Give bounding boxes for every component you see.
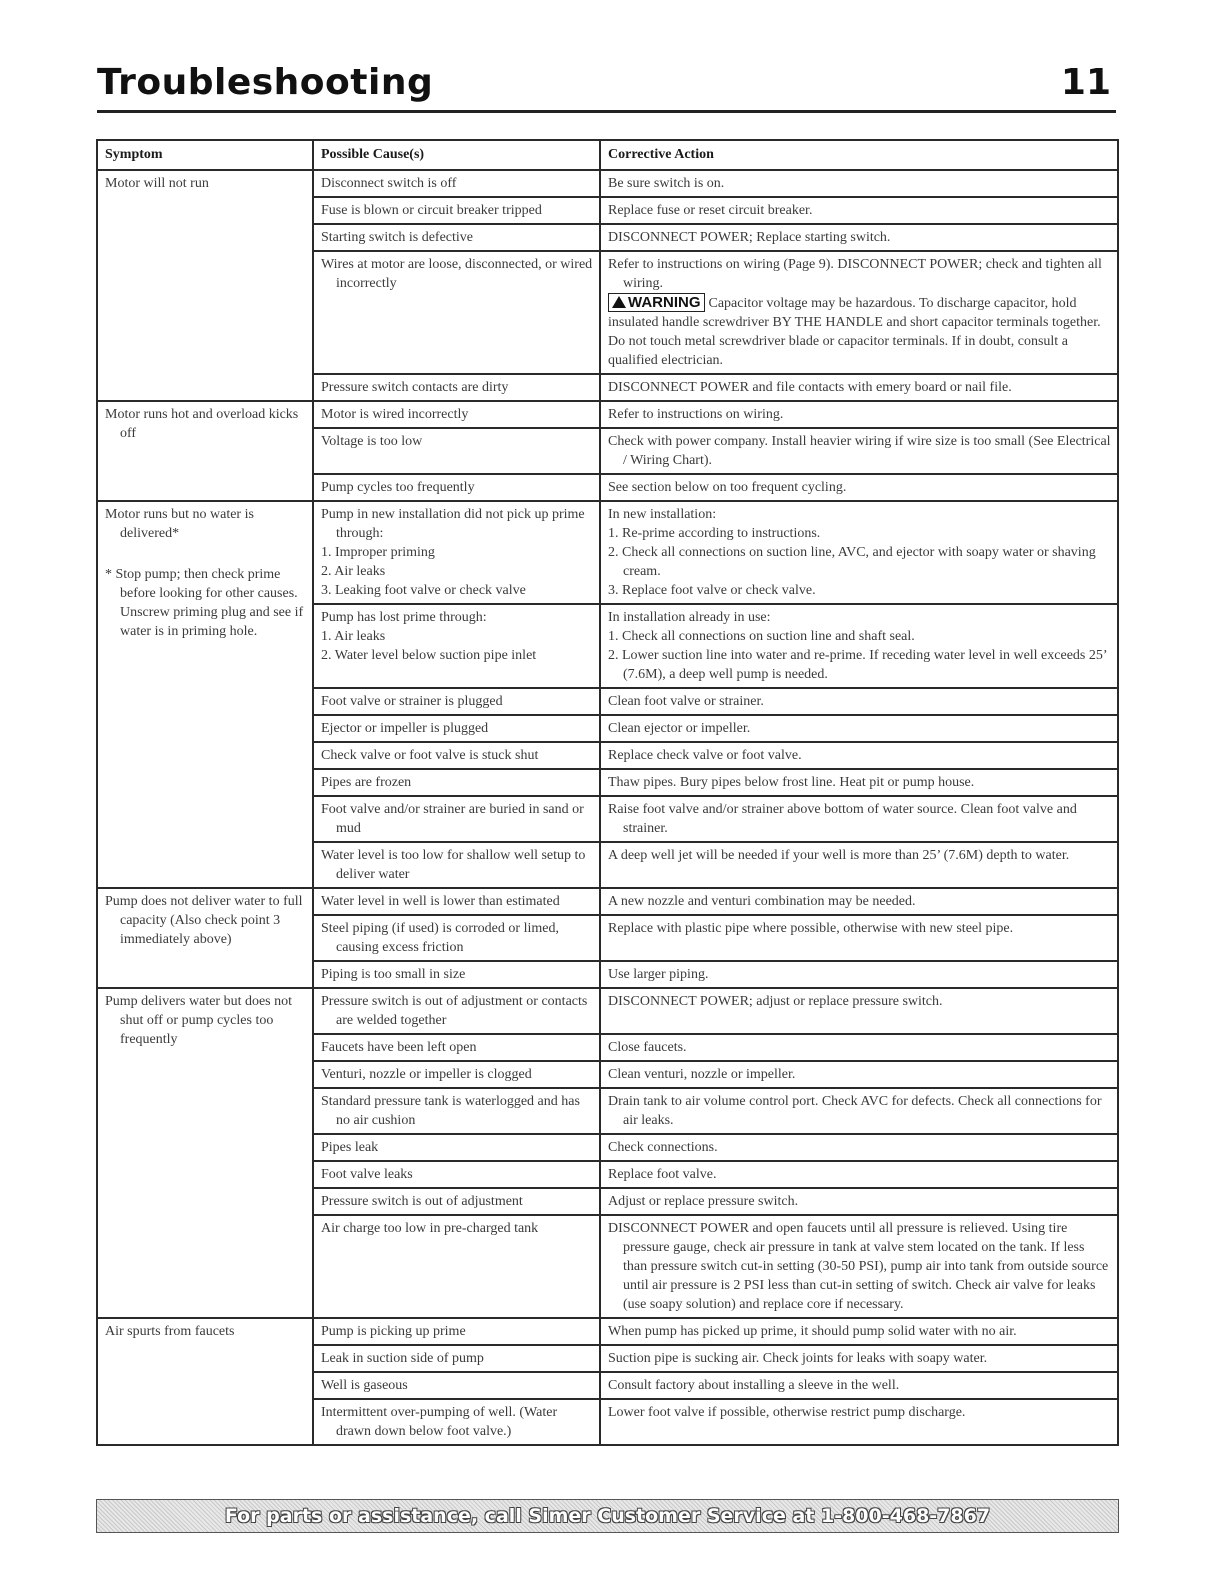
action-cell <box>600 401 1118 428</box>
table-row <box>97 170 1118 197</box>
cause-line: Pump has lost prime through: <box>321 610 487 625</box>
cause-line: Starting switch is defective <box>321 230 474 245</box>
cause-line: Leak in suction side of pump <box>321 1351 484 1366</box>
action-cell <box>600 688 1118 715</box>
cause-line: Air charge too low in pre-charged tank <box>321 1221 539 1236</box>
cause-cell <box>313 1134 600 1161</box>
action-cell <box>600 961 1118 988</box>
action-line: See section below on too frequent cycling. <box>608 480 847 495</box>
action-cell <box>600 1161 1118 1188</box>
cause-cell <box>313 715 600 742</box>
cause-cell <box>313 1318 600 1345</box>
cause-line: Pump in new installation did not pick up prime through: <box>321 507 585 541</box>
action-line: Be sure switch is on. <box>608 176 725 191</box>
action-cell <box>600 796 1118 842</box>
cause-cell <box>313 988 600 1034</box>
cause-line: Piping is too small in size <box>321 967 466 982</box>
symptom-text: Motor runs hot and overload kicks off <box>105 407 299 441</box>
action-cell <box>600 170 1118 197</box>
symptom-text: Pump does not deliver water to full capacity (Also check point 3 immediately above) <box>105 894 303 947</box>
action-line: Close faucets. <box>608 1040 687 1055</box>
action-cell <box>600 197 1118 224</box>
symptom-text: Motor will not run <box>105 176 209 191</box>
action-line: A new nozzle and venturi combination may be needed. <box>608 894 916 909</box>
cause-line: Pressure switch is out of adjustment <box>321 1194 523 1209</box>
cause-cell <box>313 251 600 374</box>
cause-line: 2. Water level below suction pipe inlet <box>321 648 537 663</box>
action-cell <box>600 374 1118 401</box>
cause-line: 3. Leaking foot valve or check valve <box>321 583 526 598</box>
table-row <box>97 1318 1118 1345</box>
action-cell <box>600 1372 1118 1399</box>
action-cell <box>600 1134 1118 1161</box>
action-cell <box>600 251 1118 374</box>
cause-line: 1. Improper priming <box>321 545 435 560</box>
action-line: DISCONNECT POWER; Replace starting switch. <box>608 230 891 245</box>
cause-line: Foot valve and/or strainer are buried in sand or mud <box>321 802 584 836</box>
cause-cell <box>313 1188 600 1215</box>
symptom-cell <box>97 988 313 1318</box>
cause-cell <box>313 1345 600 1372</box>
action-cell <box>600 428 1118 474</box>
footer-banner <box>96 1499 1119 1533</box>
action-cell <box>600 1345 1118 1372</box>
symptom-text: Motor runs but no water is delivered* <box>105 507 254 541</box>
action-line: DISCONNECT POWER and open faucets until all pressure is relieved. Using tire pressure gauge, check air pressure in tank at valve stem located on the tank. If less than pressure switch cut-in setting (30-50 PSI), pump air into tank from outside source until air pressure is 2 PSI less than cut-in setting of switch. Check air valve for leaks (use soapy solution) and replace core if necessary. <box>608 1221 1109 1312</box>
cause-line: Pump is picking up prime <box>321 1324 466 1339</box>
action-line: Refer to instructions on wiring. <box>608 407 784 422</box>
action-line: Replace check valve or foot valve. <box>608 748 802 763</box>
warning-text: Capacitor voltage may be hazardous. To discharge capacitor, hold insulated handle screwdriver BY THE HANDLE and short capacitor terminals together. Do not touch metal screwdriver blade or capacitor terminals. If in doubt, consult a qualified electrician. <box>608 296 1101 368</box>
cause-cell <box>313 224 600 251</box>
cause-cell <box>313 742 600 769</box>
action-line: In new installation: <box>608 507 717 522</box>
cause-line: Well is gaseous <box>321 1378 408 1393</box>
action-cell <box>600 1399 1118 1445</box>
symptom-cell <box>97 170 313 401</box>
cause-cell <box>313 170 600 197</box>
cause-line: Standard pressure tank is waterlogged and has no air cushion <box>321 1094 580 1128</box>
action-line: When pump has picked up prime, it should pump solid water with no air. <box>608 1324 1017 1339</box>
cause-cell <box>313 1215 600 1318</box>
column-header-symptom: Symptom <box>97 140 313 170</box>
cause-cell <box>313 915 600 961</box>
cause-cell <box>313 1399 600 1445</box>
cause-cell <box>313 1088 600 1134</box>
action-cell <box>600 1188 1118 1215</box>
cause-cell <box>313 604 600 688</box>
table-row <box>97 988 1118 1034</box>
cause-line: Pressure switch contacts are dirty <box>321 380 509 395</box>
action-line: 3. Replace foot valve or check valve. <box>608 583 816 598</box>
symptom-note: * Stop pump; then check prime before looking for other causes. Unscrew priming plug and see if water is in priming hole. <box>105 567 304 639</box>
cause-line: Faucets have been left open <box>321 1040 477 1055</box>
cause-cell <box>313 769 600 796</box>
action-cell <box>600 474 1118 501</box>
cause-line: Intermittent over-pumping of well. (Water drawn down below foot valve.) <box>321 1405 558 1439</box>
action-cell <box>600 1034 1118 1061</box>
cause-line: Water level in well is lower than estimated <box>321 894 560 909</box>
action-line: Check with power company. Install heavier wiring if wire size is too small (See Electrical / Wiring Chart). <box>608 434 1111 468</box>
action-cell <box>600 1318 1118 1345</box>
action-cell <box>600 1215 1118 1318</box>
action-line: Check connections. <box>608 1140 718 1155</box>
action-line: Consult factory about installing a sleeve in the well. <box>608 1378 900 1393</box>
cause-line: Venturi, nozzle or impeller is clogged <box>321 1067 532 1082</box>
table-row <box>97 501 1118 604</box>
cause-cell <box>313 374 600 401</box>
cause-line: Fuse is blown or circuit breaker tripped <box>321 203 542 218</box>
table-row <box>97 888 1118 915</box>
column-header-action: Corrective Action <box>600 140 1118 170</box>
action-line: Suction pipe is sucking air. Check joints for leaks with soapy water. <box>608 1351 988 1366</box>
cause-cell <box>313 428 600 474</box>
cause-line: Voltage is too low <box>321 434 423 449</box>
action-line: Thaw pipes. Bury pipes below frost line. Heat pit or pump house. <box>608 775 975 790</box>
cause-line: Check valve or foot valve is stuck shut <box>321 748 539 763</box>
action-cell <box>600 988 1118 1034</box>
action-line: Raise foot valve and/or strainer above bottom of water source. Clean foot valve and strainer. <box>608 802 1077 836</box>
troubleshooting-table <box>96 139 1119 1446</box>
action-cell <box>600 1088 1118 1134</box>
cause-cell <box>313 197 600 224</box>
warning-label: WARNING <box>628 294 701 311</box>
cause-cell <box>313 688 600 715</box>
action-cell <box>600 715 1118 742</box>
action-line: Clean venturi, nozzle or impeller. <box>608 1067 796 1082</box>
cause-cell <box>313 474 600 501</box>
action-line: Replace foot valve. <box>608 1167 717 1182</box>
cause-line: Pressure switch is out of adjustment or contacts are welded together <box>321 994 588 1028</box>
action-line: 2. Check all connections on suction line, AVC, and ejector with soapy water or shaving cream. <box>608 545 1096 579</box>
cause-line: Water level is too low for shallow well setup to deliver water <box>321 848 586 882</box>
cause-cell <box>313 1372 600 1399</box>
cause-line: Wires at motor are loose, disconnected, or wired incorrectly <box>321 257 593 291</box>
action-line: Replace fuse or reset circuit breaker. <box>608 203 813 218</box>
action-cell <box>600 1061 1118 1088</box>
cause-line: 1. Air leaks <box>321 629 386 644</box>
action-line: 1. Check all connections on suction line and shaft seal. <box>608 629 915 644</box>
cause-line: Ejector or impeller is plugged <box>321 721 489 736</box>
symptom-cell <box>97 1318 313 1445</box>
cause-cell <box>313 888 600 915</box>
action-cell <box>600 888 1118 915</box>
cause-cell <box>313 1161 600 1188</box>
action-line: Clean foot valve or strainer. <box>608 694 764 709</box>
action-line: Clean ejector or impeller. <box>608 721 751 736</box>
action-cell <box>600 769 1118 796</box>
action-line: Adjust or replace pressure switch. <box>608 1194 799 1209</box>
action-cell <box>600 604 1118 688</box>
symptom-text: Pump delivers water but does not shut off or pump cycles too frequently <box>105 994 293 1047</box>
action-line: Refer to instructions on wiring (Page 9). DISCONNECT POWER; check and tighten all wiring. <box>608 257 1102 291</box>
action-cell <box>600 842 1118 888</box>
action-cell <box>600 915 1118 961</box>
page-number: 11 <box>1060 62 1111 103</box>
cause-cell <box>313 796 600 842</box>
action-line: 2. Lower suction line into water and re-prime. If receding water level in well exceeds 25’ (7.6M), a deep well pump is needed. <box>608 648 1107 682</box>
footer-text: For parts or assistance, call Simer Customer Service at 1-800-468-7867 <box>224 1505 991 1527</box>
warning-block <box>608 293 1111 370</box>
action-line: Replace with plastic pipe where possible, otherwise with new steel pipe. <box>608 921 1014 936</box>
table-row <box>97 401 1118 428</box>
action-line: Use larger piping. <box>608 967 709 982</box>
action-line: A deep well jet will be needed if your well is more than 25’ (7.6M) depth to water. <box>608 848 1070 863</box>
cause-line: Disconnect switch is off <box>321 176 457 191</box>
cause-line: Pump cycles too frequently <box>321 480 475 495</box>
warning-triangle-icon <box>612 296 626 308</box>
action-line: Drain tank to air volume control port. Check AVC for defects. Check all connections for air leaks. <box>608 1094 1102 1128</box>
action-line: DISCONNECT POWER and file contacts with emery board or nail file. <box>608 380 1012 395</box>
action-cell <box>600 501 1118 604</box>
cause-cell <box>313 1061 600 1088</box>
cause-cell <box>313 501 600 604</box>
column-header-cause: Possible Cause(s) <box>313 140 600 170</box>
action-line: 1. Re-prime according to instructions. <box>608 526 821 541</box>
cause-line: Pipes are frozen <box>321 775 412 790</box>
symptom-cell <box>97 501 313 888</box>
page-title: Troubleshooting <box>97 62 434 103</box>
action-line: Lower foot valve if possible, otherwise restrict pump discharge. <box>608 1405 966 1420</box>
action-line: In installation already in use: <box>608 610 771 625</box>
table-header-row <box>97 140 1118 170</box>
action-cell <box>600 224 1118 251</box>
symptom-cell <box>97 888 313 988</box>
cause-cell <box>313 401 600 428</box>
action-cell <box>600 742 1118 769</box>
cause-line: Steel piping (if used) is corroded or limed, causing excess friction <box>321 921 559 955</box>
symptom-cell <box>97 401 313 501</box>
cause-line: Foot valve leaks <box>321 1167 413 1182</box>
warning-badge <box>608 293 705 312</box>
cause-cell <box>313 842 600 888</box>
cause-line: 2. Air leaks <box>321 564 386 579</box>
title-divider <box>97 110 1116 113</box>
cause-cell <box>313 961 600 988</box>
action-line: DISCONNECT POWER; adjust or replace pressure switch. <box>608 994 943 1009</box>
cause-line: Motor is wired incorrectly <box>321 407 469 422</box>
cause-line: Foot valve or strainer is plugged <box>321 694 503 709</box>
cause-line: Pipes leak <box>321 1140 379 1155</box>
cause-cell <box>313 1034 600 1061</box>
symptom-text: Air spurts from faucets <box>105 1324 235 1339</box>
